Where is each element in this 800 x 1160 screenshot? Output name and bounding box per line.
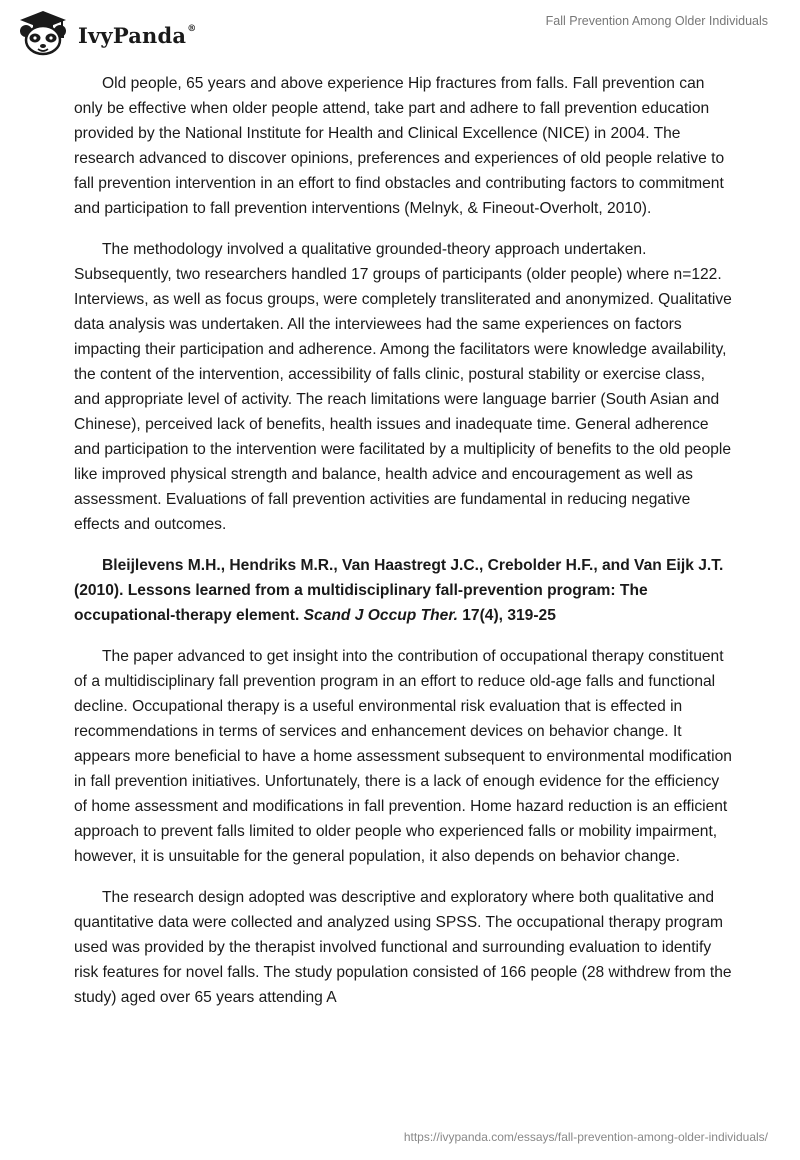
citation-volume: 17(4), 319-25 [462, 607, 556, 624]
paragraph-2: The methodology involved a qualitative grounded-theory approach undertaken. Subsequently, two researchers handled 17 groups of participants (older people) where n=122. Interviews, as well as focus groups, were completely transliterated and anonymized. Qualitative data analysis was undertaken. All the interviewees had the same experiences on factors impacting their participation and adherence. Among the facilitators were knowledge availability, the content of the intervention, accessibility of falls clinic, postural stability or exercise class, and appropriate level of activity. The reach limitations were language barrier (South Asian and Chinese), perceived lack of benefits, health issues and inadequate time. General adherence and participation to the intervention were facilitated by a multiplicity of benefits to the old people like improved physical strength and balance, health advice and encouragement as well as assessment. Evaluations of fall prevention activities are fundamental in reducing negative effects and outcomes. [74, 241, 732, 533]
ivypanda-logo[interactable] [14, 9, 196, 57]
paragraph-1: Old people, 65 years and above experience Hip fractures from falls. Fall prevention can only be effective when older people attend, take part and adhere to fall prevention education provided by the National Institute for Health and Clinical Excellence (NICE) in 2004. The research advanced to discover opinions, preferences and experiences of old people relative to fall prevention intervention in an effort to find obstacles and contributing factors to commitment and participation to fall prevention interventions (Melnyk, & Fineout-Overholt, 2010). [74, 75, 725, 217]
running-title: Fall Prevention Among Older Individuals [545, 14, 768, 28]
paragraph-4: The research design adopted was descriptive and exploratory where both qualitative and quantitative data were collected and analyzed using SPSS. The occupational therapy program used was provided by the therapist involved functional and surrounding evaluation to identify risk features for novel falls. The study population consisted of 166 people (28 withdrew from the study) aged over 65 years attending A [74, 889, 732, 1006]
source-url[interactable]: https://ivypanda.com/essays/fall-prevention-among-older-individuals/ [403, 1130, 768, 1144]
panda-graduate-icon [14, 9, 72, 57]
brand-name: IvyPanda® [78, 22, 197, 48]
paragraph-3: The paper advanced to get insight into the contribution of occupational therapy constituent of a multidisciplinary fall prevention program in an effort to reduce old-age falls and functional decline. Occupational therapy is a useful environmental risk evaluation that is effected in recommendations in terms of services and enhancement devices on behavior change. It appears more beneficial to have a home assessment subsequent to environmental modification in fall prevention initiatives. Unfortunately, there is a lack of enough evidence for the efficiency of home assessment and modifications in fall prevention. Home hazard reduction is an efficient approach to prevent falls limited to older people who experienced falls or mobility impairment, however, it is unsuitable for the general population, it also depends on behavior change. [74, 648, 732, 865]
citation-authors-title: Bleijlevens M.H., Hendriks M.R., Van Haastregt J.C., Crebolder H.F., and Van Eijk J.T. (2010). Lessons learned from a multidisciplinary fall-prevention program: The occupational-therapy element. [74, 557, 724, 624]
essay-body [74, 71, 734, 1026]
citation-journal: Scand J Occup Ther. [303, 607, 458, 624]
reference-citation [74, 553, 734, 628]
registered-mark: ® [187, 23, 197, 34]
page-header [0, 0, 800, 60]
